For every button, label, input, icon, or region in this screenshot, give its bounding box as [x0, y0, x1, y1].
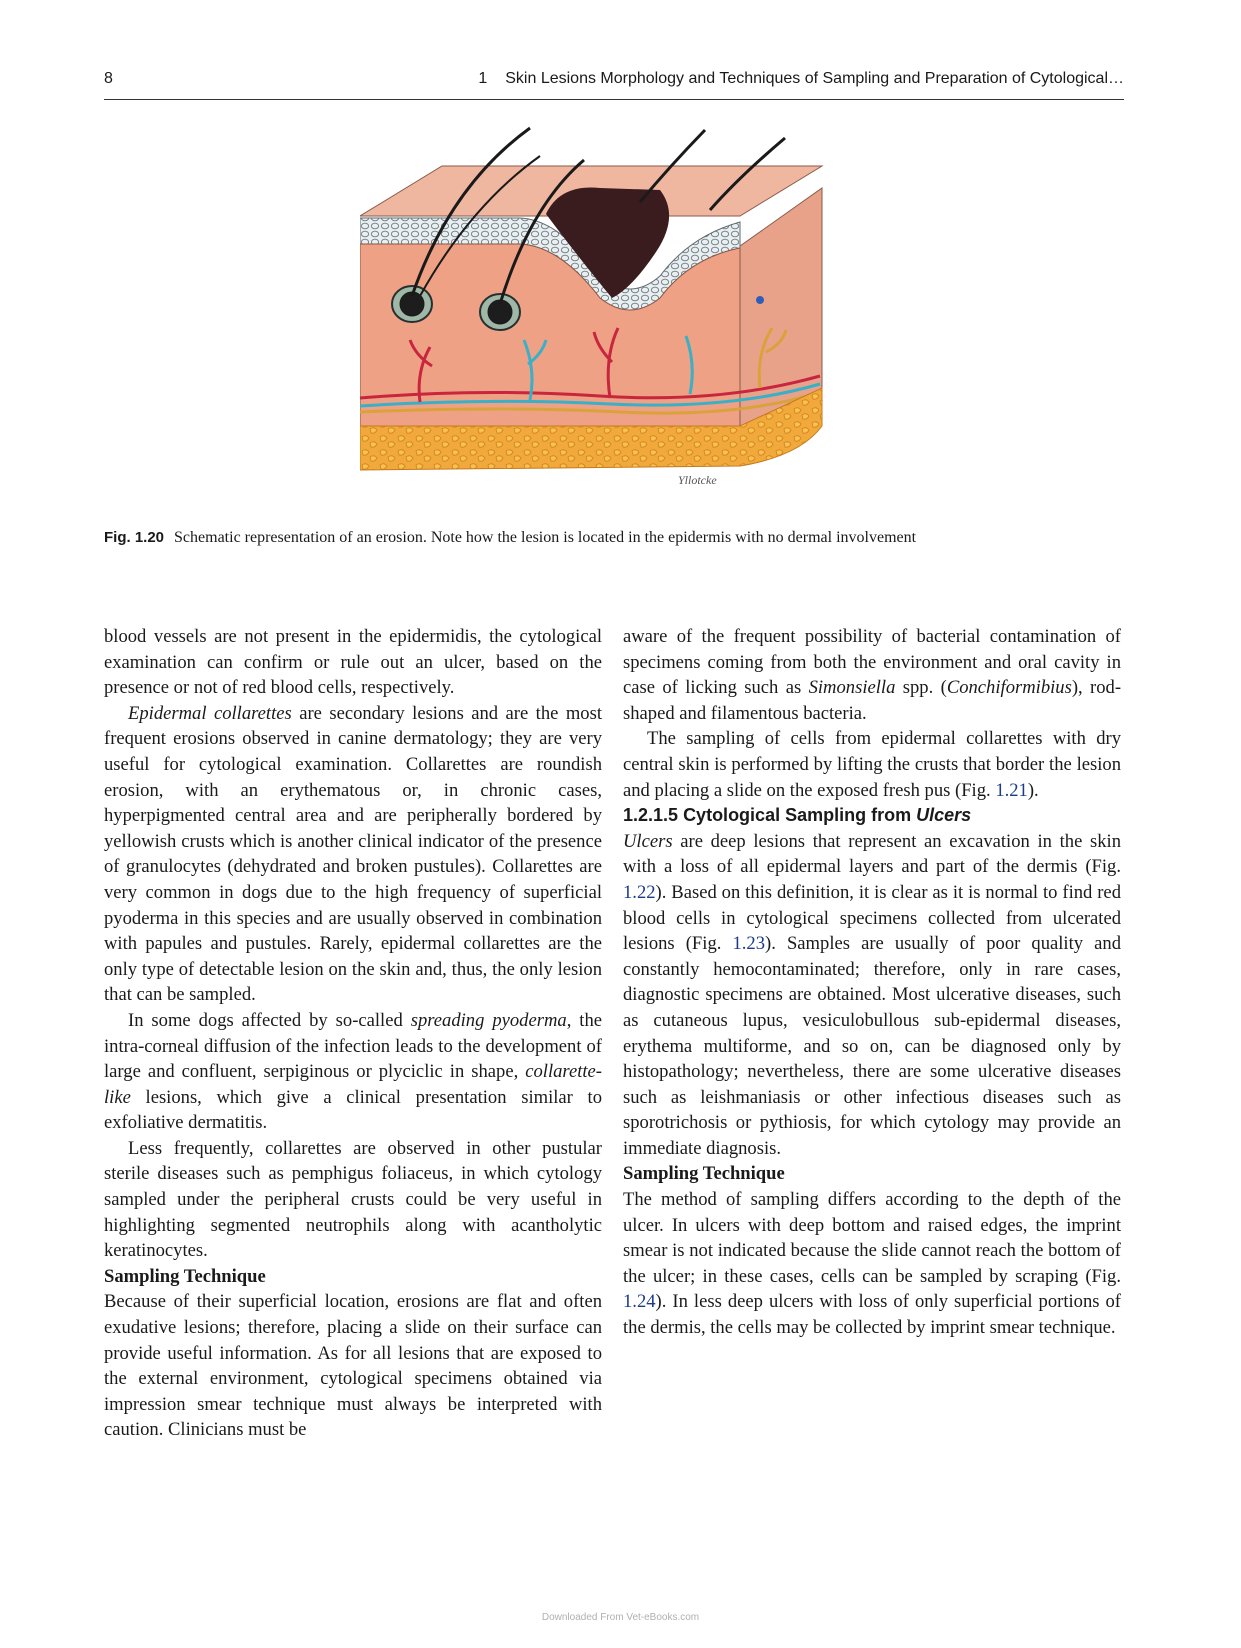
section-heading — [623, 803, 1121, 829]
figure-caption-text: Schematic representation of an erosion. Note how the lesion is located in the epidermis with no dermal involvement — [174, 529, 917, 546]
figure-reference-link[interactable]: 1.21 — [995, 779, 1028, 801]
small-blue-dot — [756, 296, 764, 304]
section-number: 1.2.1.5 — [623, 805, 679, 826]
text-run: ). — [1027, 779, 1039, 801]
running-header — [478, 70, 1124, 88]
text-run: are deep lesions that represent an excavation in the skin with a loss of all epidermal layers and part of the dermis (Fig. — [623, 830, 1121, 878]
paragraph — [104, 1008, 602, 1136]
paragraph: Because of their superficial location, erosions are flat and often exudative lesions; therefore, placing a slide on their surface can provide useful information. As for all lesions that are exposed to the external environment, cytological specimens obtained via impression smear technique must always be interpreted with caution. Clinicians must be — [104, 1291, 602, 1441]
skin-erosion-drawing — [360, 126, 880, 506]
footer-watermark: Downloaded From Vet-eBooks.com — [541, 1612, 700, 1623]
text-run: In some dogs affected by so-called — [128, 1009, 411, 1031]
paragraph — [623, 726, 1121, 803]
paragraph — [623, 829, 1121, 1162]
paragraph — [104, 701, 602, 1008]
paragraph: Less frequently, collarettes are observed in other pustular sterile diseases such as pemphigus foliaceus, in which cytology sampled under the peripheral crusts could be very useful in highlighting segmented neutrophils along with acantholytic keratinocytes. — [104, 1137, 602, 1262]
text-run: ). Samples are usually of poor quality and constantly hemocontaminated; therefore, only in rare cases, diagnostic specimens are obtained. Most ulcerative diseases, such as cutaneous lupus, vesiculobullous sub-epidermal diseases, erythema multiforme, and so on, can be diagnosed only by histopathology; nevertheless, there are some ulcerative diseases such as leishmaniasis or other infectious diseases such as sporotrichosis or pythiosis, for which cytology may provide an immediate diagnosis. — [623, 933, 1121, 1159]
paragraph — [623, 624, 1121, 726]
subheading: Sampling Technique — [104, 1265, 266, 1287]
italic-term: spreading pyoderma — [410, 1009, 567, 1031]
text-run: are secondary lesions and are the most frequent erosions observed in canine dermatology; they are very useful for cytological examination. Collarettes are roundish erosion, with an erythematous or, in chronic cases, hyperpigmented central area and are peripherally bordered by yellowish crusts which is another clinical indicator of the presence of granulocytes (dehydrated and broken pustules). Collarettes are very common in dogs due to the high frequency of superficial pyoderma in this species and are usually observed in combination with papules and pustules. Rarely, epidermal collarettes are the only type of detectable lesion on the skin and, thus, the only lesion that can be sampled. — [104, 702, 602, 1006]
section-title: Cytological Sampling from — [683, 805, 912, 826]
text-run: lesions, which give a clinical presentation similar to exfoliative dermatitis. — [104, 1086, 602, 1134]
chapter-number: 1 — [478, 70, 488, 87]
header-rule — [104, 99, 1124, 100]
text-run: The sampling of cells from epidermal collarettes with dry central skin is performed by lifting the crusts that border the lesion and placing a slide on the exposed fresh pus (Fig. — [623, 728, 1121, 801]
section-title-term: Ulcers — [916, 805, 972, 826]
figure-label: Fig. 1.20 — [104, 529, 165, 546]
right-column — [623, 624, 1121, 1341]
figure-caption — [104, 529, 1124, 547]
text-run: ). In less deep ulcers with loss of only superficial portions of the dermis, the cells may be collected by imprint smear technique. — [623, 1291, 1121, 1339]
text-run: spp. ( — [895, 677, 947, 699]
paragraph — [623, 1187, 1121, 1341]
figure-reference-link[interactable]: 1.24 — [623, 1291, 656, 1313]
paragraph: blood vessels are not present in the epidermidis, the cytological examination can confirm or rule out an ulcer, based on the presence or not of red blood cells, respectively. — [104, 626, 602, 699]
subheading: Sampling Technique — [623, 1163, 785, 1185]
italic-term: Simonsiella — [808, 677, 896, 699]
figure-erosion-illustration — [360, 126, 880, 506]
text-run: , the intra-corneal diffusion of the infection leads to the development of large and confluent, serpiginous or plyciclic in shape, — [104, 1009, 603, 1083]
text-run: ). Based on this definition, it is clear as it is normal to find red blood cells in cytological specimens collected from ulcerated lesions (Fig. — [623, 881, 1121, 955]
text-run: ), rod-shaped and filamentous bacteria. — [623, 677, 1122, 724]
chapter-title: Skin Lesions Morphology and Techniques of Sampling and Preparation of Cytological… — [505, 70, 1124, 87]
italic-term: Ulcers — [623, 830, 673, 852]
text-run: The method of sampling differs according to the depth of the ulcer. In ulcers with deep bottom and raised edges, the imprint smear is not indicated because the slide cannot reach the bottom of the ulcer; in these cases, cells can be sampled by scraping (Fig. — [623, 1189, 1121, 1287]
figure-reference-link[interactable]: 1.23 — [732, 933, 766, 955]
italic-term: Epidermal collarettes — [128, 702, 292, 724]
artist-signature: Yllotcke — [678, 473, 717, 487]
italic-term: Conchiformibius — [946, 677, 1072, 699]
figure-reference-link[interactable]: 1.22 — [623, 881, 656, 903]
italic-term: collarette-like — [104, 1061, 602, 1108]
text-run: aware of the frequent possibility of bacterial contamination of specimens coming from both the environment and oral cavity in case of licking such as — [623, 626, 1121, 699]
left-column — [104, 624, 602, 1443]
page-number: 8 — [104, 70, 113, 87]
